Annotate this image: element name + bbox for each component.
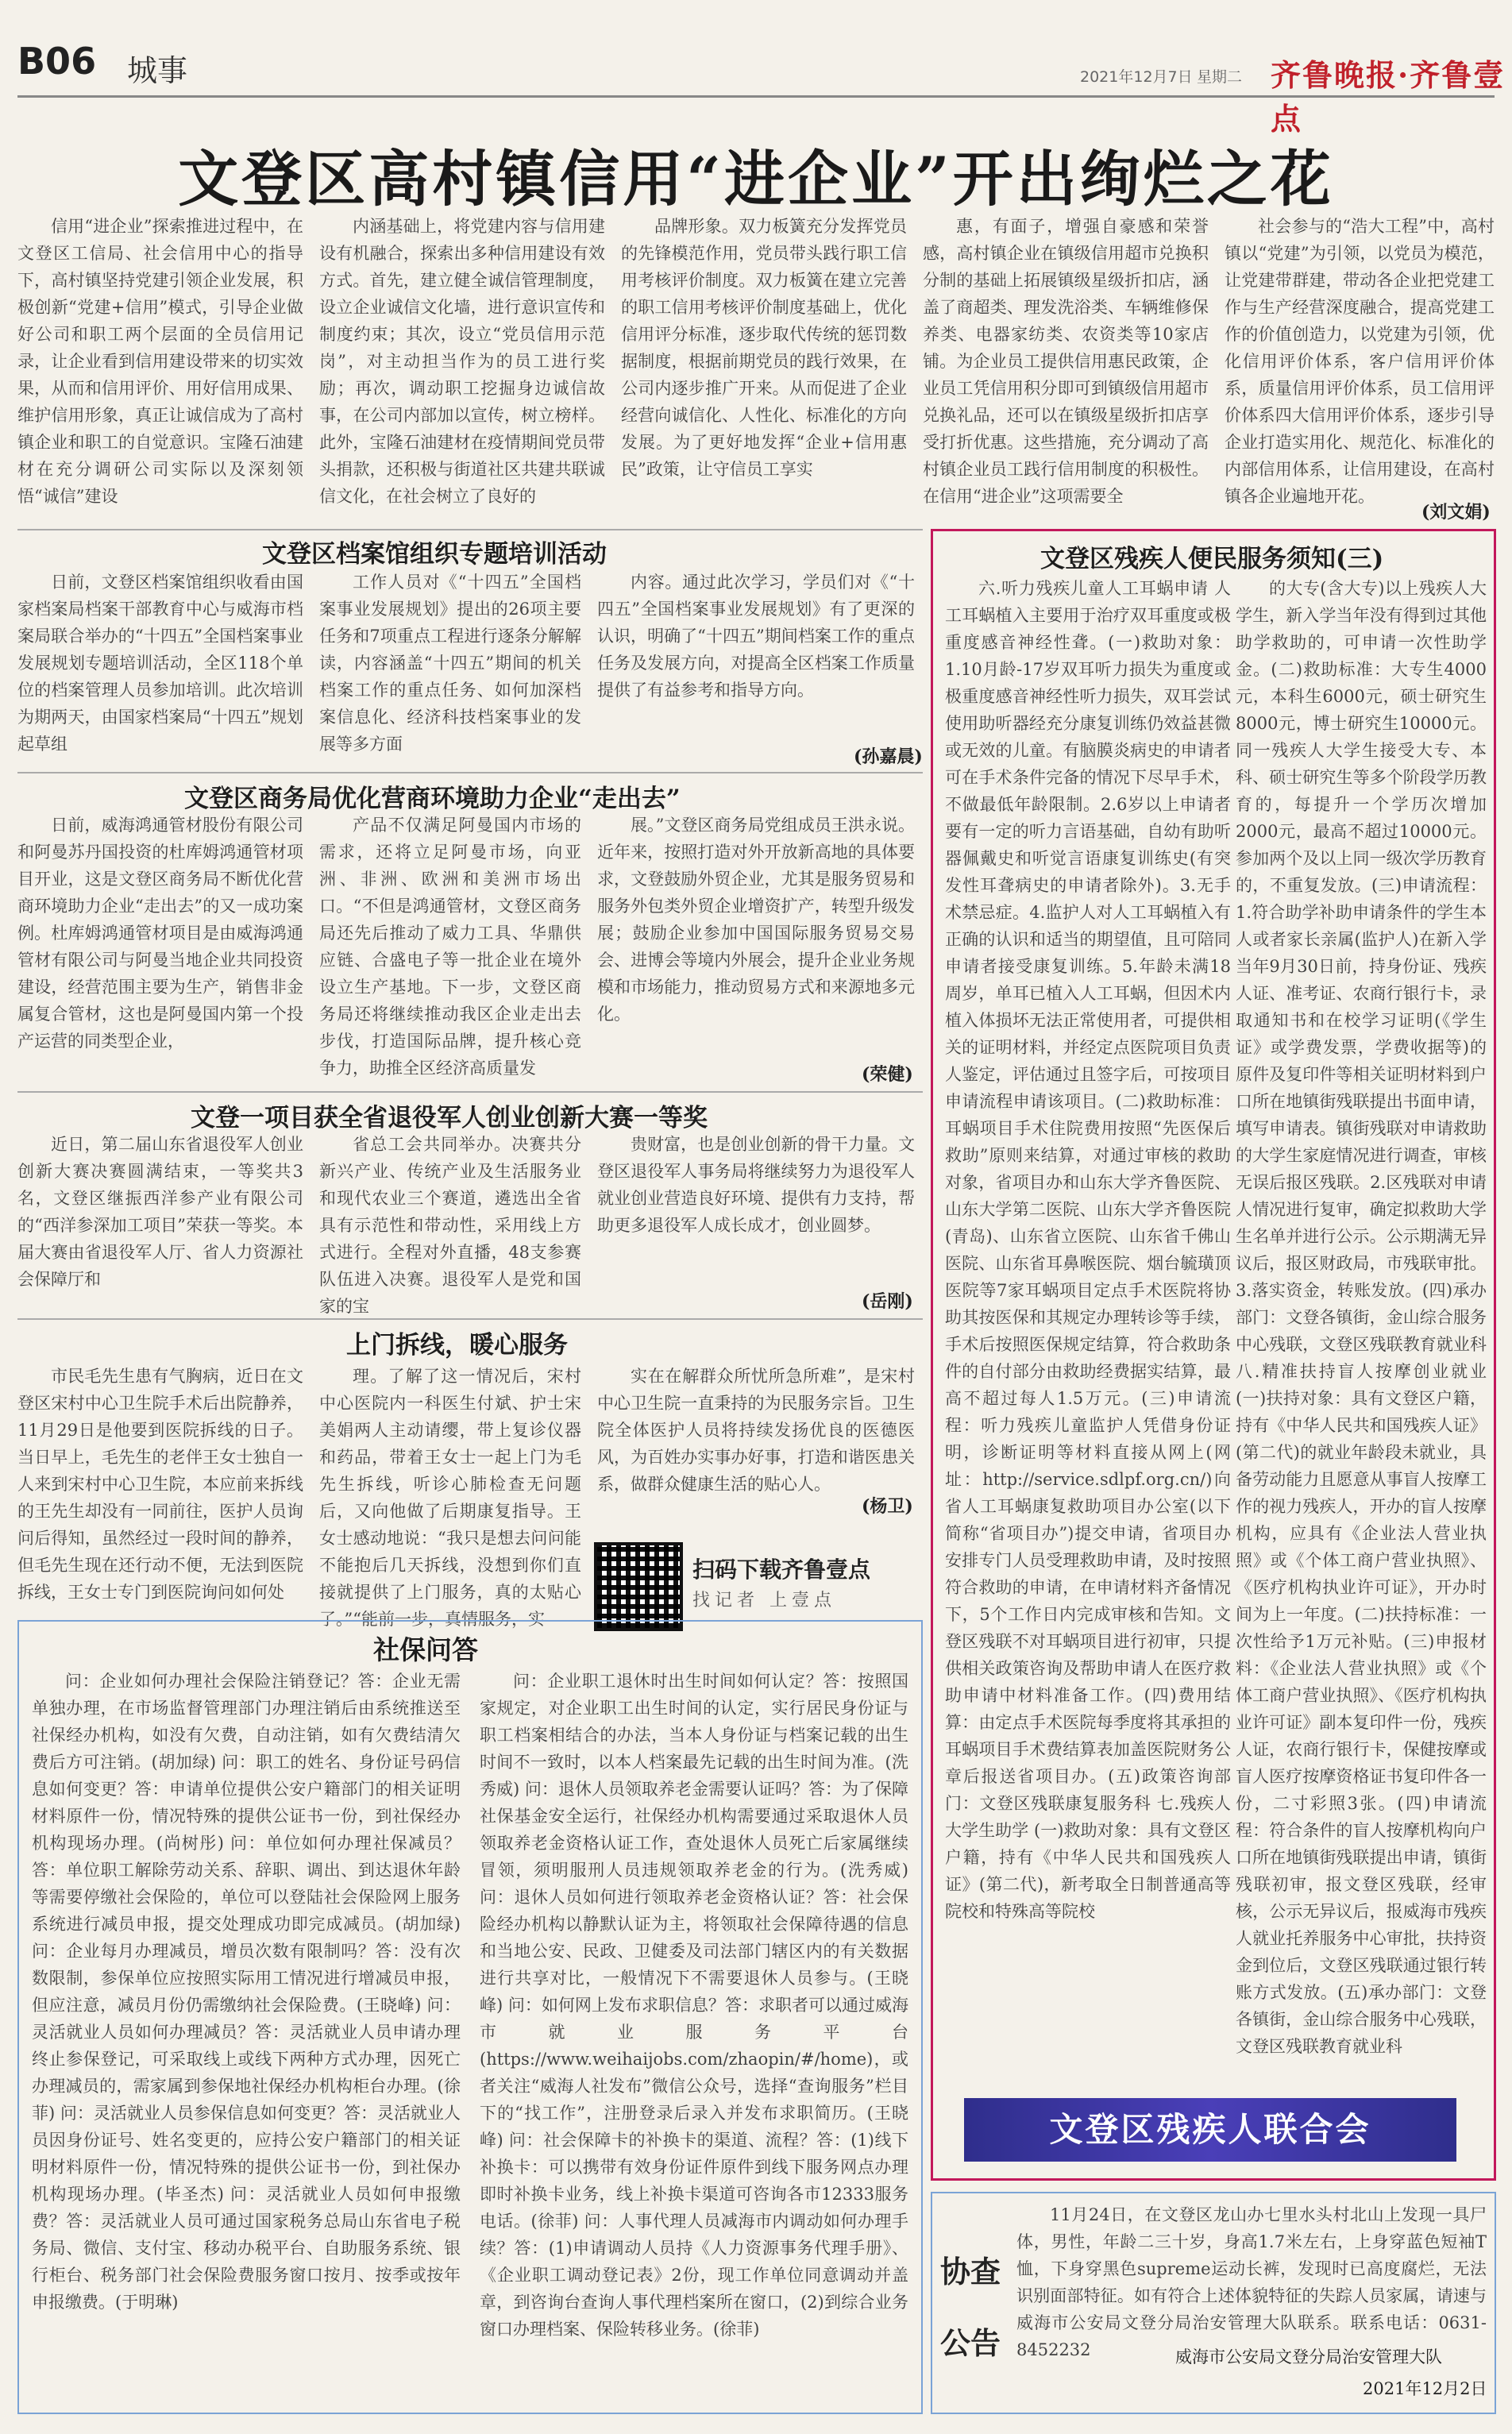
article-archives-col-1: 日前，文登区档案馆组织收看由国家档案局档案干部教育中心与威海市档案局联合举办的“十四五”全国档案事业发展规划专题培训活动，全区118个单位的档案管理人员参加培训。此次培训为期两天，由国家档案局“十四五”规划起草组 bbox=[17, 573, 303, 754]
article-veterans-col-3: 贵财富，也是创业创新的骨干力量。文登区退役军人事务局将继续努力为退役军人就业创业营造良好环境、提供有力支持，帮助更多退役军人成长成才，创业圆梦。 bbox=[597, 1135, 915, 1235]
qr-subcaption: 找记者 上壹点 bbox=[692, 1591, 836, 1610]
disabled-services-title: 文登区残疾人便民服务须知(三) bbox=[1040, 545, 1384, 573]
lead-column-1: 信用“进企业”探索推进过程中，在文登区工信局、社会信用中心的指导下，高村镇坚持党建引领企业发展，积极创新“党建+信用”模式，引导企业做好公司和职工两个层面的全员信用记录，让企业看到信用建设带来的切实效果，从而和信用评价、用好信用成果、维护信用形象，真正让诚信成为了高村镇企业和职工的自觉意识。宝隆石油建材在充分调研公司实际以及深刻领悟“诚信”建设 bbox=[17, 217, 303, 506]
section-name: 城事 bbox=[127, 53, 188, 88]
article-clinic-col-1: 市民毛先生患有气胸病，近日在文登区宋村中心卫生院手术后出院静养，11月29日是他要到医院拆线的日子。当日早上，毛先生的老伴王女士独自一人来到宋村中心卫生院，本应前来拆线的王先生却没有一同前往，医护人员询问后得知，虽然经过一段时间的静养，但毛先生现在还行动不便，无法到医院拆线，王女士专门到医院询问如何处 bbox=[17, 1367, 303, 1602]
notice-label-2: 公告 bbox=[940, 2326, 1001, 2361]
lead-column-4: 惠，有面子，增强自豪感和荣誉感，高村镇企业在镇级信用超市兑换积分制的基础上拓展镇级星级折扣店，涵盖了商超类、理发洗浴类、车辆维修保养类、电器家纺类、农资类等10家店铺。为企业员工提供信用惠民政策，企业员工凭信用积分即可到镇级信用超市兑换礼品，还可以在镇级星级折扣店享受打折优惠。这些措施，充分调动了高村镇企业员工践行信用制度的积极性。在信用“进企业”这项需要全 bbox=[923, 217, 1209, 506]
qa-column-right: 问：企业职工退休时出生时间如何认定？答：按照国家规定，对企业职工出生时间的认定，实行居民身份证与职工档案相结合的办法，当本人身份证与档案记载的出生时间不一致时，以本人档案最先记载的出生时间为准。(洗秀威) 问：退休人员领取养老金需要认证吗？答：为了保障社保基金安全运行，社保经办机构需要通过采取退休人员领取养老金资格认证工作，查处退休人员死亡后家属继续冒领，须明服刑人员违规领取养老金的行为。(洗秀威) 问：退休人员如何进行领取养老金资格认证？答：社会保险经办机构以静默认证为主，将领取社会保障待遇的信息和当地公安、民政、卫健委及司法部门辖区内的有关数据进行共享对比，一般情况下不需要退休人员参与。(王晓峰) 问：如何网上发布求职信息？答：求职者可以通过威海市就业服务平台(https://www.weihaijobs.com/zhaopin/#/home)，或者关注“威海人社发布”微信公众号，选择“查询服务”栏目下的“找工作”，注册登录后录入并发布求职简历。(王晓峰) 问：社会保障卡的补换卡的渠道、流程？答：(1)线下补换卡：可以携带有效身份证件原件到线下服务网点办理即时补换卡业务，线上补换卡渠道可咨询各市12333服务电话。(徐菲) 问：人事代理人员减海市内调动如何办理手续？答：(1)申请调动人员持《人力资源事务代理手册》、《企业职工调动登记表》2份，现工作单位同意调动并盖章，到咨询台查询人事代理档案所在窗口，(2)到综合业务窗口办理档案、保险转移业务。(徐菲) bbox=[480, 1672, 908, 2339]
notice-label-1: 协查 bbox=[940, 2255, 1001, 2289]
article-veterans-col-2: 省总工会共同举办。决赛共分新兴产业、传统产业及生活服务业和现代农业三个赛道，遴选出全省具有示范性和带动性，采用线上方式进行。全程对外直播，48支参赛队伍进入决赛。退役军人是党和国家的宝 bbox=[319, 1135, 581, 1316]
disabled-services-col-1: 六.听力残疾儿童人工耳蜗申请 人工耳蜗植入主要用于治疗双耳重度或极重度感音神经性聋。(一)救助对象：1.10月龄-17岁双耳听力损失为重度或极重度感音神经性听力损失，双耳尝试使用助听器经充分康复训练仍效益甚微或无效的儿童。有脑膜炎病史的申请者可在手术条件完备的情况下尽早手术，不做最低年龄限制。2.6岁以上申请者要有一定的听力言语基础，自幼有助听器佩戴史和听觉言语康复训练史(有突发性耳聋病史的申请者除外)。3.无手术禁忌症。4.监护人对人工耳蜗植入有正确的认识和适当的期望值，且可陪同申请者接受康复训练。5.年龄未满18周岁，单耳已植入人工耳蜗，但因术内植入体损坏无法正常使用者，可提供相关的证明材料，并经定点医院项目负责人鉴定，评估通过且签字后，可按项目申请流程申请该项目。(二)救助标准：耳蜗项目手术住院费用按照“先医保后救助”原则来结算，对通过审核的救助对象，省项目办和山东大学齐鲁医院、山东大学第二医院、山东大学齐鲁医院(青岛)、山东省立医院、山东省千佛山医院、山东省耳鼻喉医院、烟台毓璜顶医院等7家耳蜗项目定点手术医院将协助其按医保和其规定办理转诊等手续，手术后按照医保规定结算，符合救助条件的自付部分由救助经费据实结算，最高不超过每人1.5万元。(三)申请流程：听力残疾儿童监护人凭借身份证明，诊断证明等材料直接从网上(网址：http://service.sdlpf.org.cn/)向省人工耳蜗康复救助项目办公室(以下简称“省项目办”)提交申请，省项目办安排专门人员受理救助申请，及时按照符合救助的申请，在申请材料齐备情况下，5个工作日内完成审核和告知。文登区残联不对耳蜗项目进行初审，只提供相关政策咨询及帮助申请人在医疗救助申请中材料准备工作。(四)费用结算：由定点手术医院每季度将其承担的耳蜗项目手术费结算表加盖医院财务公章后报送省项目办。(五)政策咨询部门：文登区残联康复服务科 七.残疾人大学生助学 (一)救助对象：具有文登区户籍，持有《中华人民共和国残疾人证》(第二代)，新考取全日制普通高等院校和特殊高等院校 bbox=[945, 579, 1231, 1921]
article-veterans-byline: (岳刚) bbox=[862, 1291, 913, 1312]
article-clinic-title: 上门拆线，暖心服务 bbox=[346, 1331, 568, 1360]
qa-title: 社保问答 bbox=[373, 1634, 478, 1665]
page-number: B06 bbox=[17, 40, 97, 83]
qr-caption: 扫码下载齐鲁壹点 bbox=[692, 1556, 871, 1583]
article-commerce-title: 文登区商务局优化营商环境助力企业“走出去” bbox=[184, 785, 681, 813]
notice-date: 2021年12月2日 bbox=[1363, 2379, 1487, 2398]
lead-headline: 文登区高村镇信用“进企业”开出绚烂之花 bbox=[178, 144, 1334, 214]
divider bbox=[17, 1091, 923, 1093]
article-commerce-byline: (荣健) bbox=[862, 1064, 913, 1085]
lead-column-2: 内涵基础上，将党建内容与信用建设有机融合，探索出多种信用建设有效方式。首先，建立健全诚信管理制度，设立企业诚信文化墙，进行意识宣传和制度约束；其次，设立“党员信用示范岗”，对主动担当作为的员工进行奖励；再次，调动职工挖掘身边诚信故事，在公司内部加以宣传，树立榜样。此外，宝隆石油建材在疫情期间党员带头捐款，还积极与街道社区共建共联诚信文化，在社会树立了良好的 bbox=[319, 217, 605, 506]
lead-column-3: 品牌形象。双力板簧充分发挥党员的先锋模范作用，党员带头践行职工信用考核评价制度。双力板簧在建立完善的职工信用考核评价制度基础上，优化信用评分标准，逐步取代传统的惩罚数据制度，根据前期党员的践行效果，在公司内逐步推广开来。从而促进了企业经营向诚信化、人性化、标准化的方向发展。为了更好地发挥“企业+信用惠民”政策，让守信员工享实 bbox=[621, 217, 907, 479]
newspaper-logo: 齐鲁晚报·齐鲁壹点 bbox=[1271, 57, 1506, 137]
article-clinic-byline: (杨卫) bbox=[862, 1496, 913, 1517]
article-commerce-col-1: 日前，威海鸿通管材股份有限公司和阿曼苏丹国投资的杜库姆鸿通管材项目开业，这是文登区商务局不断优化营商环境助力企业“走出去”的又一成功案例。杜库姆鸿通管材项目是由威海鸿通管材有限公司与阿曼当地企业共同投资建设，经营范围主要为生产，销售非金属复合管材，这也是阿曼国内第一个投产运营的同类型企业， bbox=[17, 816, 303, 1051]
lead-byline: (刘文娟) bbox=[1421, 502, 1491, 523]
header-divider bbox=[17, 95, 1495, 98]
issue-weekday: 星期二 bbox=[1197, 68, 1243, 86]
article-archives-col-2: 工作人员对《“十四五”全国档案事业发展规划》提出的26项主要任务和7项重点工程进行逐条分解解读，内容涵盖“十四五”期间的机关档案工作的重点任务、如何加深档案信息化、经济科技档案事业的发展等多方面 bbox=[319, 573, 581, 754]
article-veterans-col-1: 近日，第二届山东省退役军人创业创新大赛决赛圆满结束，一等奖共3名，文登区继振西洋参产业有限公司的“西洋参深加工项目”荣获一等奖。本届大赛由省退役军人厅、省人力资源社会保障厅和 bbox=[17, 1135, 303, 1289]
article-commerce-col-3: 展。”文登区商务局党组成员王洪永说。近年来，按照打造对外开放新高地的具体要求，文登鼓励外贸企业，尤其是服务贸易和服务外包类外贸企业增资扩产，转型升级发展；鼓励企业参加中国国际服务贸易交易会、进博会等境内外展会，提升企业业务规模和市场能力，推动贸易方式和来源地多元化。 bbox=[597, 816, 915, 1024]
disabled-services-col-2: 的大专(含大专)以上残疾人大学生，新入学当年没有得到过其他助学救助的，可申请一次性助学金。(二)救助标准：大专生4000元，本科生6000元，硕士研究生8000元，博士研究生10000元。同一残疾人大学生接受大专、本科、硕士研究生等多个阶段学历教育的，每提升一个学历次增加2000元，最高不超过10000元。参加两个及以上同一级次学历教育的，不重复发放。(三)申请流程：1.符合助学补助申请条件的学生本人或者家长亲属(监护人)在新入学当年9月30日前，持身份证、残疾人证、准考证、农商行银行卡，录取通知书和在校学习证明(《学生证》或学费发票，学费收据等)的原件及复印件等相关证明材料到户口所在地镇街残联提出书面申请，填写申请表。镇街残联对申请救助的大学生家庭情况进行调查，审核无误后报区残联。2.区残联对申请人情况进行复审，确定拟救助大学生名单并进行公示。公示期满无异议后，报区财政局，市残联审批。3.落实资金，转账发放。(四)承办部门：文登各镇街，金山综合服务中心残联，文登区残联教育就业科 八.精准扶持盲人按摩创业就业 (一)扶持对象：具有文登区户籍，持有《中华人民共和国残疾人证》(第二代)的就业年龄段未就业，具备劳动能力且愿意从事盲人按摩工作的视力残疾人，开办的盲人按摩机构，应具有《企业法人营业执照》或《个体工商户营业执照》、《医疗机构执业许可证》，开办时间为上一年度。(二)扶持标准：一次性给予1万元补贴。(三)申报材料：《企业法人营业执照》或《个体工商户营业执照》、《医疗机构执业许可证》副本复印件一份，残疾人证，农商行银行卡，保健按摩或盲人医疗按摩资格证书复印件各一份，二寸彩照3张。(四)申请流程：符合条件的盲人按摩机构向户口所在地镇街残联提出申请，镇街残联初审，报文登区残联，经审核，公示无异议后，报威海市残疾人就业托养服务中心审批，扶持资金到位后，文登区残联通过银行转账方式发放。(五)承办部门：文登各镇街，金山综合服务中心残联，文登区残联教育就业科 bbox=[1236, 579, 1487, 2056]
qr-code[interactable] bbox=[594, 1542, 683, 1631]
notice-signature: 威海市公安局文登分局治安管理大队 bbox=[1175, 2347, 1442, 2366]
article-commerce-col-2: 产品不仅满足阿曼国内市场的需求，还将立足阿曼市场，向亚洲、非洲、欧洲和美洲市场出口。“不但是鸿通管材，文登区商务局还先后推动了威力工具、华鼎供应链、合盛电子等一批企业在境外设立生产基地。下一步，文登区商务局还将继续推动我区企业走出去步伐，打造国际品牌，提升核心竞争力，助推全区经济高质量发 bbox=[319, 816, 581, 1078]
divider bbox=[17, 772, 923, 773]
article-archives-col-3: 内容。通过此次学习，学员们对《“十四五”全国档案事业发展规划》有了更深的认识，明确了“十四五”期间档案工作的重点任务及发展方向，对提高全区档案工作质量提供了有益参考和指导方向。 bbox=[597, 573, 915, 700]
issue-date: 2021年12月7日 bbox=[1080, 68, 1193, 86]
notice-text: 11月24日，在文登区龙山办七里水头村北山上发现一具尸体，男性，年龄二三十岁，身高1.7米左右，上身穿蓝色短袖T恤，下身穿黑色supreme运动长裤，发现时已高度腐烂，无法识别面部特征。如有符合上述体貌特征的失踪人员家属，请速与威海市公安局文登分局治安管理大队联系。联系电话：0631-8452232 bbox=[1016, 2205, 1487, 2359]
qa-column-left: 问：企业如何办理社会保险注销登记？答：企业无需单独办理，在市场监督管理部门办理注销后由系统推送至社保经办机构，如没有欠费，自动注销，如有欠费结清欠费后方可注销。(胡加绿) 问：职工的姓名、身份证号码信息如何变更？答：申请单位提供公安户籍部门的相关证明材料原件一份，情况特殊的提供公证书一份，到社保经办机构现场办理。(尚树彤) 问：单位如何办理社保减员？答：单位职工解除劳动关系、辞职、调出、到达退休年龄等需要停缴社会保险的，单位可以登陆社会保险网上服务系统进行减员申报，提交处理成功即完成减员。(胡加绿) 问：企业每月办理减员，增员次数有限制吗？答：没有次数限制，参保单位应按照实际用工情况进行增减员申报，但应注意，减员月份仍需缴纳社会保险费。(王晓峰) 问：灵活就业人员如何办理减员？答：灵活就业人员申请办理终止参保登记，可采取线上或线下两种方式办理，因死亡办理减员的，需家属到参保地社保经办机构柜台办理。(徐菲) 问：灵活就业人员参保信息如何变更？答：灵活就业人员因身份证号、姓名变更的，应持公安户籍部门的相关证明材料原件一份，情况特殊的提供公证书一份，到社保办机构现场办理。(毕圣杰) 问：灵活就业人员如何申报缴费？答：灵活就业人员可通过国家税务总局山东省电子税务局、微信、支付宝、移动办税平台、自助服务系统、银行柜台、税务部门社会保险费服务窗口按月、按季或按年申报缴费。(于明琳) bbox=[32, 1672, 461, 2312]
divider bbox=[17, 529, 923, 530]
article-clinic-col-3: 实在在解群众所忧所急所难”，是宋村中心卫生院一直秉持的为民服务宗旨。卫生院全体医护人员将持续发扬优良的医德医风，为百姓办实事办好事，打造和谐医患关系，做群众健康生活的贴心人。 bbox=[597, 1367, 915, 1494]
article-clinic-col-2: 理。了解了这一情况后，宋村中心医院内一科医生付斌、护士宋美娟两人主动请缨，带上复诊仪器和药品，带着王女士一起上门为毛先生拆线，听诊心肺检查无问题后，又向他做了后期康复指导。王女士感动地说：“我只是想去问问能不能抱后几天拆线，没想到你们直接就提供了上门服务，真的太贴心了。”“能前一步，真情服务，实 bbox=[319, 1367, 581, 1629]
article-archives-title: 文登区档案馆组织专题培训活动 bbox=[262, 540, 607, 569]
article-veterans-title: 文登一项目获全省退役军人创业创新大赛一等奖 bbox=[191, 1104, 708, 1132]
article-archives-byline: (孙嘉晨) bbox=[854, 746, 923, 767]
divider bbox=[17, 1318, 923, 1320]
lead-column-5: 社会参与的“浩大工程”中，高村镇以“党建”为引领，以党员为模范，让党建带群建，带动各企业把党建工作与生产经营深度融合，提高党建工作的价值创造力，以党建为引领，优化信用评价体系，客户信用评价体系，质量信用评价体系，员工信用评价体系四大信用评价体系，逐步引导企业打造实用化、规范化、标准化的内部信用体系，让信用建设，在高村镇各企业遍地开花。 bbox=[1225, 217, 1495, 506]
disabled-federation-banner: 文登区残疾人联合会 bbox=[964, 2098, 1456, 2162]
